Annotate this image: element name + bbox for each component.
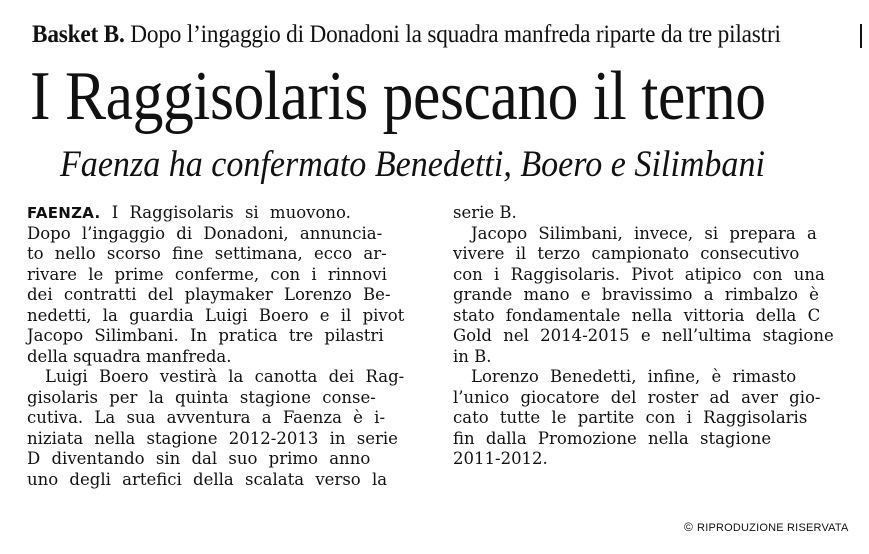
article-line: cato tutte le partite con i Raggisolaris	[453, 408, 808, 427]
article-line: in B.	[453, 346, 492, 366]
article-line: Dopo l’ingaggio di Donadoni, annuncia-	[27, 223, 383, 243]
article-line: l’unico giocatore del roster ad aver gio-	[453, 387, 821, 407]
article-line: rivare le prime conferme, con i rinnovi	[27, 264, 387, 284]
article-line: FAENZA. I Raggisolaris si muovono.	[27, 203, 351, 222]
article-line: dei contratti del playmaker Lorenzo Be-	[27, 285, 391, 304]
article-line: Jacopo Silimbani. In pratica tre pilastri	[27, 326, 384, 345]
subheadline: Faenza ha confermato Benedetti, Boero e Silimbani	[60, 144, 765, 185]
article-line: Luigi Boero vestirà la canotta dei Rag-	[45, 367, 405, 386]
article-line: nedetti, la guardia Luigi Boero e il pivot	[27, 305, 405, 325]
article-line: D diventando sin dal suo primo anno	[27, 449, 371, 468]
article-line: uno degli artefici della scalata verso la	[27, 469, 388, 489]
article-line: grande mano e bravissimo a rimbalzo è	[453, 285, 819, 304]
article-line: Gold nel 2014-2015 e nell’ultima stagione	[453, 326, 834, 345]
copyright-notice	[684, 520, 849, 534]
article-column-left	[27, 203, 427, 490]
article-line: 2011-2012.	[453, 449, 548, 468]
article-line: serie B.	[453, 203, 517, 222]
article-line: gisolaris per la quinta stagione conse-	[27, 387, 376, 407]
article-line: fin dalla Promozione nella stagione	[453, 428, 772, 448]
article-line: con i Raggisolaris. Pivot atipico con una	[453, 264, 825, 284]
article-line: to nello scorso fine settimana, ecco ar-	[27, 244, 387, 263]
article-line: Lorenzo Benedetti, infine, è rimasto	[471, 367, 797, 386]
kicker-divider	[860, 24, 862, 48]
article-line: stato fondamentale nella vittoria della C	[453, 305, 821, 325]
kicker-tag: Basket B.	[32, 21, 125, 48]
copyright-text: RIPRODUZIONE RISERVATA	[697, 522, 849, 534]
dateline: FAENZA.	[27, 204, 101, 222]
article-column-right	[453, 203, 858, 470]
headline: I Raggisolaris pescano il terno	[30, 58, 766, 135]
kicker-line	[32, 18, 804, 52]
article-line: niziata nella stagione 2012-2013 in serie	[27, 428, 398, 448]
article-line: della squadra manfreda.	[27, 346, 232, 366]
kicker-text: Dopo l’ingaggio di Donadoni la squadra manfreda riparte da tre pilastri	[130, 21, 781, 48]
article-line: vivere il terzo campionato consecutivo	[453, 244, 800, 263]
article-line: cutiva. La sua avventura a Faenza è i-	[27, 408, 386, 427]
copyright-icon: ©	[684, 520, 694, 534]
article-line: Jacopo Silimbani, invece, si prepara a	[471, 223, 817, 243]
